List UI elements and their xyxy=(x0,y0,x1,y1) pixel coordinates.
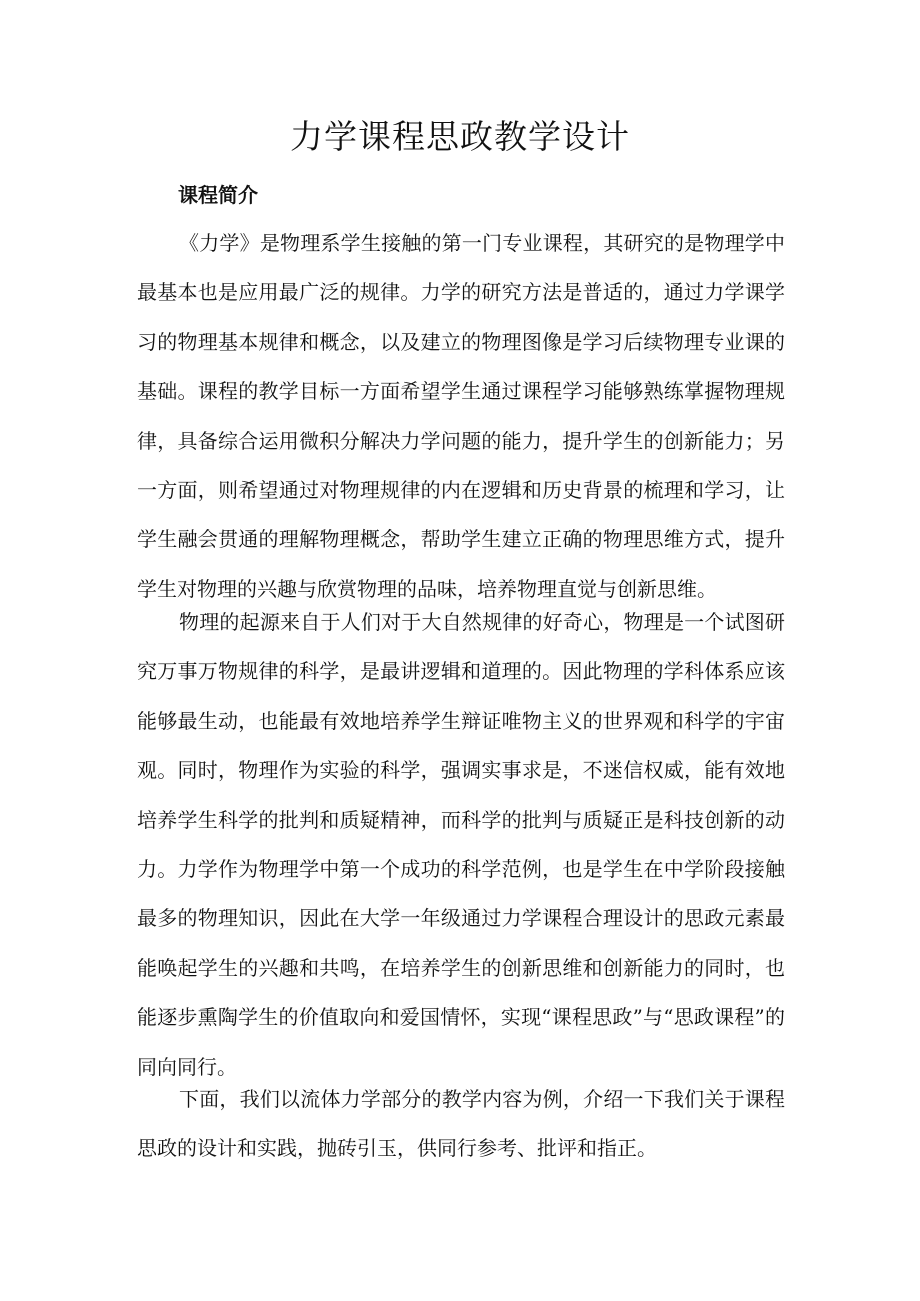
section-heading: 课程简介 xyxy=(178,183,258,207)
document-title: 力学课程思政教学设计 xyxy=(290,117,630,156)
paragraph-closing: 下面，我们以流体力学部分的教学内容为例，介绍一下我们关于课程思政的设计和实践，抛砖引玉，供同行参考、批评和指正。 xyxy=(137,1087,785,1161)
paragraph-physics-origin: 物理的起源来自于人们对于大自然规律的好奇心，物理是一个试图研究万事万物规律的科学，是最讲逻辑和道理的。因此物理的学科体系应该能够最生动，也能最有效地培养学生辩证唯物主义的世界观和科学的宇宙观。同时，物理作为实验的科学，强调实事求是，不迷信权威，能有效地培养学生科学的批判和质疑精神，而科学的批判与质疑正是科技创新的动力。力学作为物理学中第一个成功的科学范例，也是学生在中学阶段接触最多的物理知识，因此在大学一年级通过力学课程合理设计的思政元素最能唤起学生的兴趣和共鸣，在培养学生的创新思维和创新能力的同时，也能逐步熏陶学生的价值取向和爱国情怀，实现“课程思政”与“思政课程”的同向同行。 xyxy=(137,610,785,1079)
paragraph-course-intro: 《力学》是物理系学生接触的第一门专业课程，其研究的是物理学中最基本也是应用最广泛的规律。力学的研究方法是普适的，通过力学课学习的物理基本规律和概念，以及建立的物理图像是学习后续物理专业课的基础。课程的教学目标一方面希望学生通过课程学习能够熟练掌握物理规律，具备综合运用微积分解决力学问题的能力，提升学生的创新能力；另一方面，则希望通过对物理规律的内在逻辑和历史背景的梳理和学习，让学生融会贯通的理解物理概念，帮助学生建立正确的物理思维方式，提升学生对物理的兴趣与欣赏物理的品味，培养物理直觉与创新思维。 xyxy=(137,231,785,601)
